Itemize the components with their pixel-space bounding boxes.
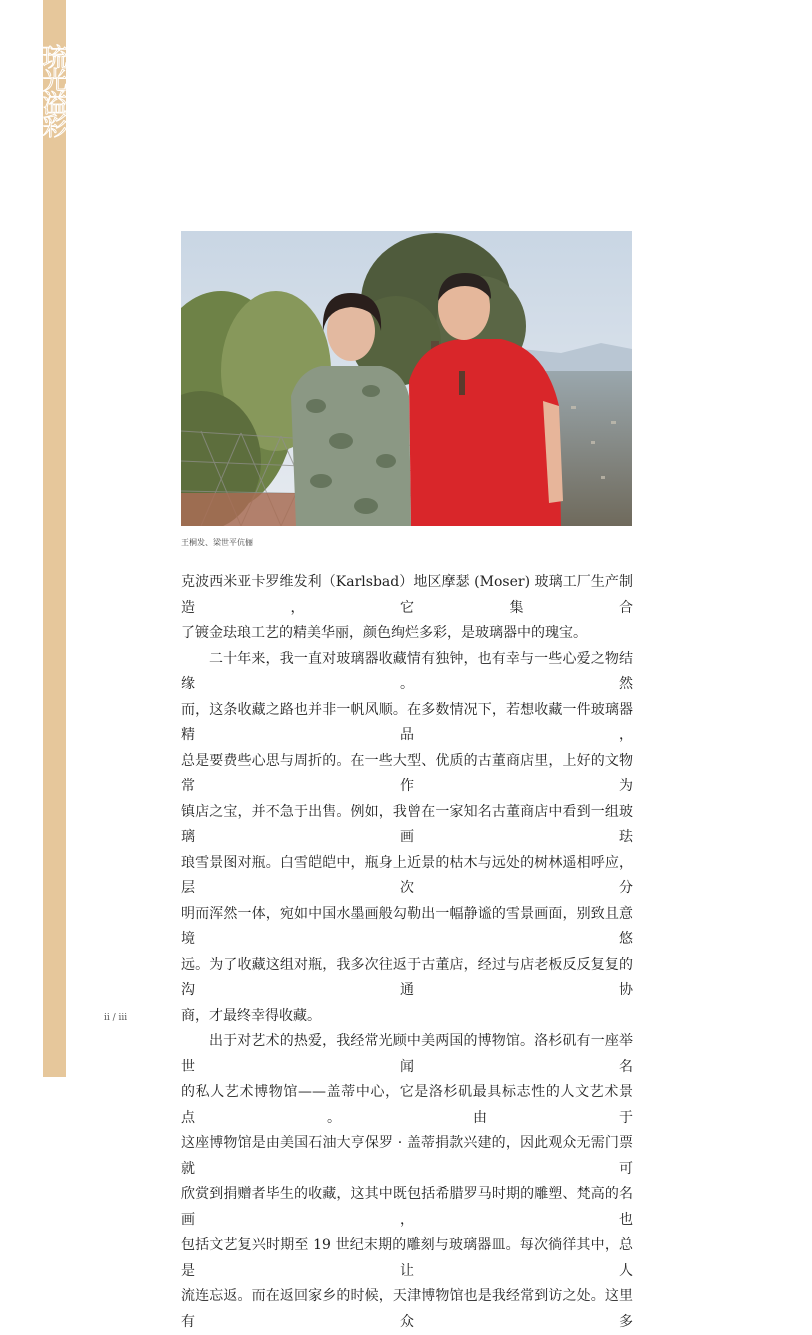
page-number: ii / iii — [104, 1013, 128, 1023]
paragraph-line: 琅雪景图对瓶。白雪皑皑中，瓶身上近景的枯木与远处的树林遥相呼应，层次分 — [181, 854, 633, 896]
paragraph-line: 而，这条收藏之路也并非一帆风顺。在多数情况下，若想收藏一件玻璃器精品， — [181, 701, 633, 743]
paragraph-line: 流连忘返。而在返回家乡的时候，天津博物馆也是我经常到访之处。这里有众多 — [181, 1288, 633, 1330]
paragraph-line: 克波西米亚卡罗维发利（Karlsbad）地区摩瑟 (Moser) 玻璃工厂生产制造，它集合 — [181, 574, 633, 616]
paragraph-line: 欣赏到捐赠者毕生的收藏，这其中既包括希腊罗马时期的雕塑、梵高的名画，也 — [181, 1186, 633, 1228]
paragraph-line: 远。为了收藏这组对瓶，我多次往返于古董店，经过与店老板反反复复的沟通协 — [181, 956, 633, 998]
paragraph-line: 镇店之宝，并不急于出售。例如，我曾在一家知名古董商店中看到一组玻璃画珐 — [181, 803, 633, 845]
section-title: 琉光溢彩 — [39, 44, 68, 136]
photo-caption: 王桐发、梁世平伉俪 — [181, 538, 253, 547]
paragraph-line: 明而浑然一体，宛如中国水墨画般勾勒出一幅静谧的雪景画面，别致且意境悠 — [181, 905, 633, 947]
paragraph-line: 二十年来，我一直对玻璃器收藏情有独钟，也有幸与一些心爱之物结缘。然 — [181, 650, 633, 692]
side-decorative-band — [43, 0, 66, 1077]
paragraph-line: 出于对艺术的热爱，我经常光顾中美两国的博物馆。洛杉矶有一座举世闻名 — [181, 1033, 633, 1075]
paragraph-line: 包括文艺复兴时期至 19 世纪末期的雕刻与玻璃器皿。每次徜徉其中，总是让人 — [181, 1237, 633, 1279]
body-text — [181, 570, 633, 1335]
paragraph-line: 总是要费些心思与周折的。在一些大型、优质的古董商店里，上好的文物常作为 — [181, 752, 633, 794]
photo-couple — [181, 231, 632, 526]
paragraph-line: 的私人艺术博物馆——盖蒂中心，它是洛杉矶最具标志性的人文艺术景点。由于 — [181, 1084, 633, 1126]
paragraph-line: 了镀金珐琅工艺的精美华丽，颜色绚烂多彩，是玻璃器中的瑰宝。 — [181, 625, 587, 641]
paragraph-line: 商，才最终幸得收藏。 — [181, 1007, 321, 1024]
paragraph-line: 这座博物馆是由美国石油大亨保罗 · 盖蒂捐款兴建的，因此观众无需门票就可 — [181, 1135, 633, 1177]
